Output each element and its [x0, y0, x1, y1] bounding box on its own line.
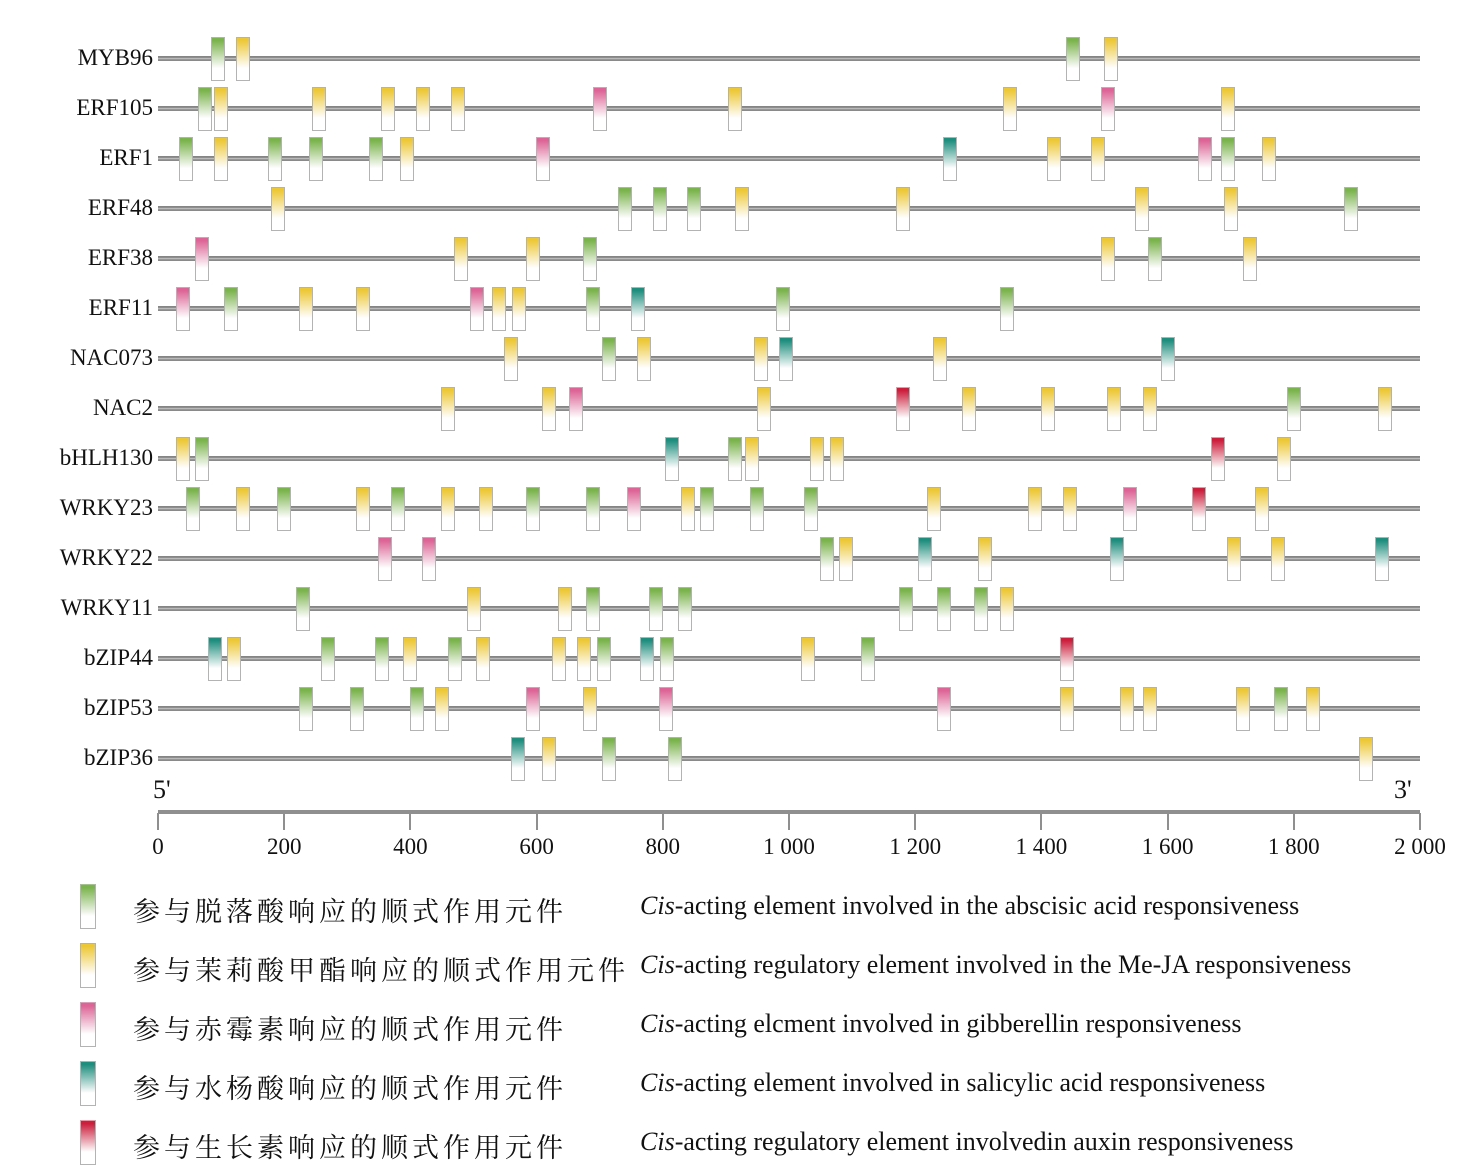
gene-label: ERF48	[87, 195, 153, 220]
cis-element-marker	[577, 637, 591, 681]
cis-element-marker	[1063, 487, 1077, 531]
cis-element-marker	[1344, 187, 1358, 231]
cis-element-marker	[637, 337, 651, 381]
cis-element-marker	[277, 487, 291, 531]
cis-element-marker	[1221, 137, 1235, 181]
cis-element-marker	[735, 187, 749, 231]
gene-label: NAC073	[69, 345, 153, 370]
cis-element-marker	[830, 437, 844, 481]
cis-element-marker	[299, 287, 313, 331]
cis-element-marker	[214, 87, 228, 131]
cis-element-marker	[1161, 337, 1175, 381]
cis-element-marker	[512, 287, 526, 331]
axis-tick-label: 800	[645, 834, 681, 859]
axis-tick-label: 1 800	[1267, 834, 1320, 859]
cis-element-marker	[665, 437, 679, 481]
cis-element-marker	[631, 287, 645, 331]
cis-element-marker	[211, 37, 225, 81]
cis-element-marker	[268, 137, 282, 181]
cis-element-marker	[1224, 187, 1238, 231]
cis-element-marker	[378, 537, 392, 581]
cis-element-marker	[586, 287, 600, 331]
axis-tick	[914, 813, 916, 830]
axis-tick-label: 0	[152, 834, 164, 859]
cis-element-marker	[236, 487, 250, 531]
cis-element-marker	[896, 387, 910, 431]
cis-element-marker	[224, 287, 238, 331]
cis-element-marker	[179, 137, 193, 181]
axis-tick-label: 200	[266, 834, 302, 859]
legend-label-en-rest: -acting regulatory element involved in the Me-JA responsiveness	[674, 950, 1352, 979]
cis-element-marker	[801, 637, 815, 681]
cis-element-marker	[1107, 387, 1121, 431]
axis-tick	[409, 813, 411, 830]
gene-label: ERF11	[88, 295, 153, 320]
legend-label-en-ga	[640, 1009, 1241, 1039]
cis-element-marker	[937, 687, 951, 731]
gene-label: WRKY22	[59, 545, 153, 570]
legend-label-cn-aba: 参与脱落酸响应的顺式作用元件	[133, 897, 567, 927]
cis-element-marker	[1135, 187, 1149, 231]
cis-element-marker	[1003, 87, 1017, 131]
cis-element-marker	[195, 237, 209, 281]
cis-element-marker	[552, 637, 566, 681]
cis-element-marker	[627, 487, 641, 531]
cis-element-marker	[208, 637, 222, 681]
cis-element-marker	[597, 637, 611, 681]
cis-element-marker	[1262, 137, 1276, 181]
cis-element-marker	[536, 137, 550, 181]
cis-element-marker	[962, 387, 976, 431]
cis-element-marker	[296, 587, 310, 631]
cis-element-marker	[1255, 487, 1269, 531]
cis-element-marker	[451, 87, 465, 131]
legend-label-en-rest: -acting element involved in the abscisic acid responsiveness	[674, 891, 1300, 920]
legend-swatch-sa	[80, 1061, 96, 1106]
cis-element-marker	[403, 637, 417, 681]
cis-element-marker	[448, 637, 462, 681]
axis-tick	[1167, 813, 1169, 830]
cis-element-marker	[1091, 137, 1105, 181]
axis-tick-label: 1 200	[889, 834, 942, 859]
cis-element-marker	[1028, 487, 1042, 531]
legend-label-en-rest: -acting element involved in salicylic acid responsiveness	[674, 1068, 1266, 1097]
cis-element-marker	[1101, 87, 1115, 131]
cis-element-marker	[745, 437, 759, 481]
cis-element-marker	[1000, 587, 1014, 631]
cis-element-marker	[400, 137, 414, 181]
cis-element-marker	[1120, 687, 1134, 731]
axis-tick	[662, 813, 664, 830]
cis-element-marker	[416, 87, 430, 131]
promoter-line	[158, 756, 1420, 761]
cis-element-marker	[1143, 687, 1157, 731]
gene-label: ERF38	[87, 245, 153, 270]
legend-label-en-aba	[640, 891, 1299, 921]
cis-element-marker	[356, 487, 370, 531]
axis-tick	[157, 813, 159, 830]
legend-label-cn-sa: 参与水杨酸响应的顺式作用元件	[133, 1074, 567, 1104]
cis-element-marker	[558, 587, 572, 631]
cis-element-marker	[776, 287, 790, 331]
cis-element-marker	[1148, 237, 1162, 281]
cis-element-marker	[1236, 687, 1250, 731]
axis-tick-label: 1 600	[1141, 834, 1194, 859]
cis-element-marker	[227, 637, 241, 681]
promoter-line	[158, 506, 1420, 511]
legend-label-en-italic: Cis	[640, 950, 675, 979]
cis-element-marker	[1000, 287, 1014, 331]
legend-label-en-rest: -acting elcment involved in gibberellin responsiveness	[674, 1009, 1242, 1038]
gene-label: WRKY11	[60, 595, 153, 620]
legend-label-en-italic: Cis	[640, 1127, 675, 1156]
cis-element-marker	[583, 687, 597, 731]
gene-label: NAC2	[92, 395, 153, 420]
gene-label: bZIP53	[84, 695, 153, 720]
cis-element-marker	[1123, 487, 1137, 531]
axis-tick	[788, 813, 790, 830]
cis-element-marker	[1060, 637, 1074, 681]
axis-tick-label: 1 400	[1015, 834, 1068, 859]
promoter-line	[158, 406, 1420, 411]
cis-element-marker	[479, 487, 493, 531]
cis-element-marker	[810, 437, 824, 481]
cis-element-marker	[526, 687, 540, 731]
cis-element-marker	[899, 587, 913, 631]
cis-element-marker	[542, 387, 556, 431]
axis-tick-label: 2 000	[1394, 834, 1446, 859]
promoter-line	[158, 456, 1420, 461]
cis-element-marker	[369, 137, 383, 181]
cis-element-marker	[542, 737, 556, 781]
cis-element-marker	[569, 387, 583, 431]
promoter-line	[158, 606, 1420, 611]
cis-element-marker	[602, 337, 616, 381]
cis-element-marker	[1359, 737, 1373, 781]
legend-swatch-meja	[80, 943, 96, 988]
cis-element-marker	[754, 337, 768, 381]
cis-element-marker	[504, 337, 518, 381]
cis-element-marker	[435, 687, 449, 731]
cis-element-marker	[861, 637, 875, 681]
gene-label: ERF1	[99, 145, 153, 170]
cis-element-marker	[1060, 687, 1074, 731]
cis-element-marker	[1243, 237, 1257, 281]
legend-label-en-italic: Cis	[640, 1009, 675, 1038]
gene-label: bZIP36	[84, 745, 153, 770]
cis-element-marker	[1221, 87, 1235, 131]
cis-element-marker	[321, 637, 335, 681]
cis-element-marker	[391, 487, 405, 531]
cis-element-marker	[312, 87, 326, 131]
cis-element-marker	[1143, 387, 1157, 431]
cis-element-marker	[381, 87, 395, 131]
cis-element-marker	[678, 587, 692, 631]
cis-element-marker	[804, 487, 818, 531]
cis-element-marker	[640, 637, 654, 681]
cis-element-marker	[660, 637, 674, 681]
cis-element-marker	[1101, 237, 1115, 281]
cis-element-marker	[586, 587, 600, 631]
cis-element-marker	[728, 87, 742, 131]
cis-element-marker	[750, 487, 764, 531]
legend-label-en-italic: Cis	[640, 1068, 675, 1097]
legend-label-en-italic: Cis	[640, 891, 675, 920]
cis-element-marker	[839, 537, 853, 581]
axis-tick-label: 600	[519, 834, 554, 859]
cis-element-marker	[1066, 37, 1080, 81]
cis-element-marker	[1271, 537, 1285, 581]
cis-element-marker	[454, 237, 468, 281]
cis-element-marker	[668, 737, 682, 781]
cis-element-marker	[1306, 687, 1320, 731]
cis-element-marker	[653, 187, 667, 231]
cis-element-marker	[410, 687, 424, 731]
cis-element-marker	[1192, 487, 1206, 531]
cis-element-marker	[687, 187, 701, 231]
five-prime-label: 5'	[153, 775, 171, 804]
cis-element-marker	[586, 487, 600, 531]
cis-element-marker	[309, 137, 323, 181]
cis-element-marker	[659, 687, 673, 731]
legend-label-cn-meja: 参与茉莉酸甲酯响应的顺式作用元件	[133, 956, 629, 986]
cis-element-marker	[1047, 137, 1061, 181]
cis-element-marker	[820, 537, 834, 581]
cis-element-marker	[511, 737, 525, 781]
cis-element-marker	[186, 487, 200, 531]
gene-label: bZIP44	[84, 645, 153, 670]
cis-element-marker	[176, 437, 190, 481]
cis-element-marker	[937, 587, 951, 631]
cis-element-marker	[943, 137, 957, 181]
cis-element-marker	[978, 537, 992, 581]
cis-element-marker	[1110, 537, 1124, 581]
axis-tick	[1293, 813, 1295, 830]
cis-element-marker	[441, 387, 455, 431]
cis-element-marker	[1277, 437, 1291, 481]
gene-label: MYB96	[77, 45, 153, 70]
cis-element-marker	[583, 237, 597, 281]
legend-label-cn-auxin: 参与生长素响应的顺式作用元件	[133, 1133, 567, 1163]
cis-element-marker	[618, 187, 632, 231]
cis-element-marker	[492, 287, 506, 331]
gene-label: ERF105	[76, 95, 153, 120]
cis-element-marker	[356, 287, 370, 331]
cis-element-marker	[681, 487, 695, 531]
legend-label-en-auxin	[640, 1127, 1293, 1157]
cis-element-marker	[470, 287, 484, 331]
legend-swatch-auxin	[80, 1120, 96, 1165]
cis-element-marker	[918, 537, 932, 581]
cis-element-marker	[422, 537, 436, 581]
axis-tick	[1419, 813, 1421, 830]
cis-element-marker	[299, 687, 313, 731]
cis-element-marker	[927, 487, 941, 531]
cis-element-marker	[728, 437, 742, 481]
axis-tick	[1040, 813, 1042, 830]
cis-element-marker	[1211, 437, 1225, 481]
cis-element-marker	[1378, 387, 1392, 431]
cis-element-marker	[1227, 537, 1241, 581]
legend-swatch-ga	[80, 1002, 96, 1047]
cis-element-marker	[593, 87, 607, 131]
cis-element-marker	[974, 587, 988, 631]
cis-element-marker	[1287, 387, 1301, 431]
cis-element-marker	[779, 337, 793, 381]
legend-label-en-rest: -acting regulatory element involvedin auxin responsiveness	[674, 1127, 1294, 1156]
cis-element-marker	[1375, 537, 1389, 581]
promoter-line	[158, 656, 1420, 661]
cis-element-marker	[1198, 137, 1212, 181]
cis-element-marker	[271, 187, 285, 231]
cis-element-marker	[441, 487, 455, 531]
axis-tick	[283, 813, 285, 830]
cis-element-marker	[602, 737, 616, 781]
cis-element-marker	[526, 487, 540, 531]
gene-label: WRKY23	[59, 495, 153, 520]
cis-element-marker	[195, 437, 209, 481]
cis-element-marker	[700, 487, 714, 531]
cis-element-marker	[214, 137, 228, 181]
cis-element-marker	[198, 87, 212, 131]
legend-label-en-sa	[640, 1068, 1265, 1098]
axis-tick-label: 400	[393, 834, 428, 859]
cis-element-marker	[476, 637, 490, 681]
promoter-line	[158, 706, 1420, 711]
gene-label: bHLH130	[59, 445, 153, 470]
three-prime-label: 3'	[1394, 775, 1412, 804]
cis-element-marker	[1104, 37, 1118, 81]
legend-label-cn-ga: 参与赤霉素响应的顺式作用元件	[133, 1015, 567, 1045]
cis-element-marker	[757, 387, 771, 431]
cis-element-marker	[526, 237, 540, 281]
cis-element-marker	[236, 37, 250, 81]
legend-label-en-meja	[640, 950, 1351, 980]
cis-element-marker	[375, 637, 389, 681]
cis-element-marker	[649, 587, 663, 631]
cis-element-marker	[1274, 687, 1288, 731]
axis-tick	[536, 813, 538, 830]
axis-tick-label: 1 000	[763, 834, 815, 859]
cis-element-marker	[176, 287, 190, 331]
promoter-line	[158, 56, 1420, 61]
cis-element-marker	[933, 337, 947, 381]
cis-element-marker	[896, 187, 910, 231]
cis-element-marker	[1041, 387, 1055, 431]
cis-element-marker	[467, 587, 481, 631]
promoter-line	[158, 256, 1420, 261]
legend-swatch-aba	[80, 884, 96, 929]
cis-element-marker	[350, 687, 364, 731]
